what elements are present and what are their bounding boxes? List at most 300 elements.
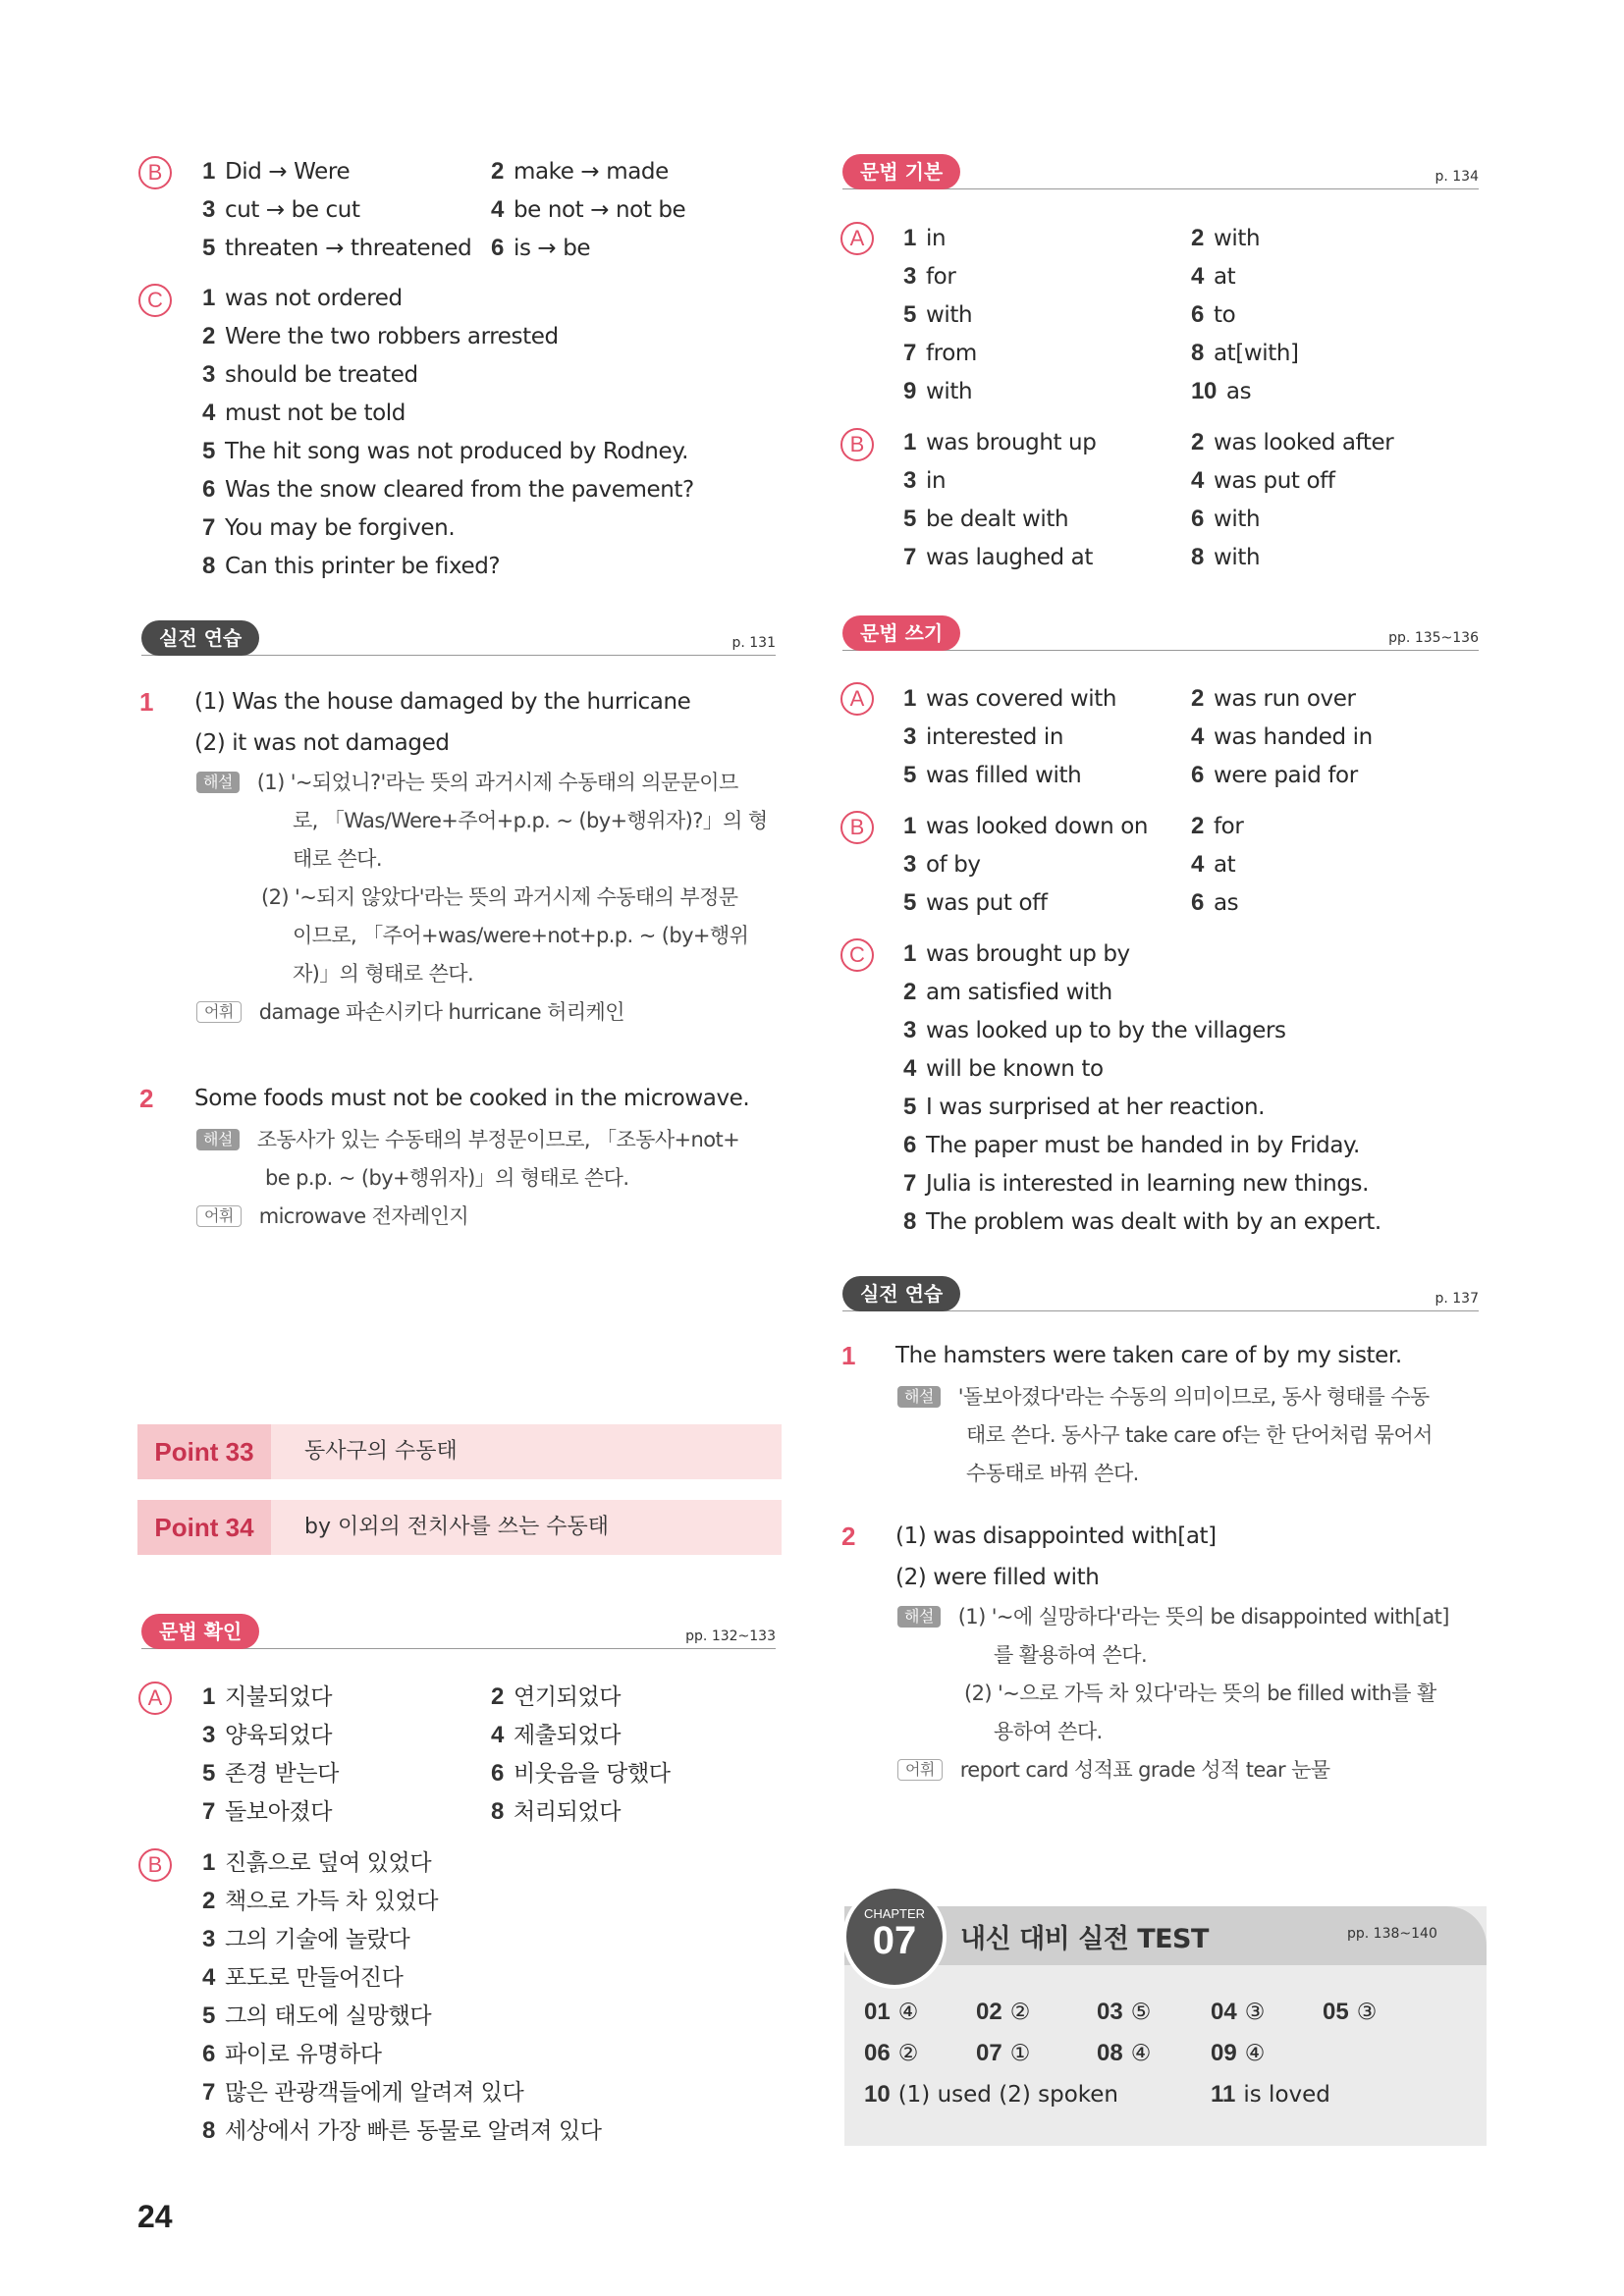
question-number: 2 — [139, 1084, 154, 1113]
item-text: to — [1213, 302, 1236, 328]
question-number: 2 — [841, 1522, 856, 1551]
answer-item — [903, 888, 1048, 918]
page-ref: p. 131 — [731, 635, 776, 651]
item-text: be dealt with — [925, 507, 1069, 532]
item-text: was looked up to by the villagers — [925, 1018, 1286, 1043]
item-number: 1 — [202, 1683, 215, 1710]
section-header-writing — [842, 615, 1479, 651]
explanation-badge: 해설 — [196, 1129, 240, 1150]
marker-b: B — [840, 428, 874, 461]
answer-number: 02 — [976, 1999, 1002, 2025]
answer-item — [1191, 684, 1356, 714]
item-number: 3 — [903, 263, 916, 290]
item-number: 5 — [903, 506, 916, 532]
item-text: am satisfied with — [925, 980, 1112, 1005]
answer-number: 11 — [1211, 2081, 1236, 2108]
item-text: was laughed at — [925, 545, 1093, 570]
item-text: of by — [925, 852, 981, 878]
test-answer — [864, 2040, 918, 2067]
item-text: with — [1213, 226, 1261, 251]
answer-item — [202, 552, 500, 581]
item-text: cut → be cut — [224, 197, 360, 223]
test-answer — [1211, 1999, 1265, 2026]
answer-item — [202, 1887, 438, 1916]
item-number: 5 — [903, 301, 916, 328]
answer-value: ④ — [1244, 2041, 1266, 2066]
section-tag: 문법 기본 — [842, 154, 960, 189]
item-text: in — [925, 226, 947, 251]
answer-item — [202, 1797, 332, 1827]
answer-item — [903, 1207, 1381, 1237]
item-text: was put off — [925, 890, 1048, 916]
item-text: with — [1213, 507, 1261, 532]
item-text: was put off — [1213, 468, 1335, 494]
answer-line: (2) were filled with — [895, 1565, 1100, 1590]
marker-a: A — [840, 222, 874, 255]
answer-item — [491, 195, 685, 225]
item-text: 양육되었다 — [224, 1723, 333, 1748]
item-text: Was the snow cleared from the pavement? — [224, 477, 694, 503]
item-text: You may be forgiven. — [224, 515, 456, 541]
item-number: 2 — [1191, 429, 1204, 455]
section-tag: 문법 확인 — [141, 1614, 259, 1649]
item-number: 1 — [202, 158, 215, 185]
answer-number: 06 — [864, 2040, 891, 2066]
answer-number: 08 — [1097, 2040, 1123, 2066]
item-text: with — [1213, 545, 1261, 570]
chapter-label: CHAPTER — [863, 1906, 926, 1921]
answer-number: 09 — [1211, 2040, 1237, 2066]
answer-value: (1) used (2) spoken — [897, 2082, 1118, 2108]
marker-b: B — [138, 156, 172, 189]
answer-item — [202, 1848, 431, 1878]
answer-value: ② — [1009, 2000, 1031, 2025]
answer-item — [903, 262, 955, 292]
item-text: as — [1225, 379, 1252, 404]
marker-b: B — [840, 811, 874, 844]
explanation-text: 조동사가 있는 수동태의 부정문이므로, 「조동사+not+ — [256, 1128, 740, 1151]
item-text: 제출되었다 — [513, 1723, 622, 1748]
answer-item — [1191, 300, 1235, 330]
chapter-badge — [842, 1885, 947, 1989]
explanation-text: (1) '~되었니?'라는 뜻의 과거시제 수동태의 의문문이므 — [256, 771, 738, 794]
answer-item — [202, 1925, 409, 1954]
answer-item — [202, 360, 418, 390]
item-number: 6 — [202, 2041, 215, 2067]
item-number: 2 — [1191, 225, 1204, 251]
answer-value: ③ — [1356, 2000, 1378, 2025]
item-text: in — [925, 468, 947, 494]
item-number: 4 — [1191, 851, 1204, 878]
answer-item — [903, 543, 1093, 572]
answer-item — [491, 1759, 671, 1789]
answer-item — [903, 1016, 1286, 1045]
answer-item — [903, 224, 946, 253]
answer-item — [1191, 888, 1238, 918]
explanation: 태로 쓴다. 동사구 take care of는 한 단어처럼 묶어서 — [966, 1423, 1433, 1447]
item-number: 5 — [903, 889, 916, 916]
answer-item — [1191, 466, 1335, 496]
explanation — [196, 1121, 739, 1159]
item-text: be not → not be — [513, 197, 686, 223]
test-answer — [864, 2081, 1118, 2109]
item-number: 6 — [1191, 301, 1204, 328]
item-text: should be treated — [224, 362, 418, 388]
item-text: for — [925, 264, 956, 290]
explanation-badge: 해설 — [196, 772, 240, 793]
item-number: 7 — [903, 340, 916, 366]
item-text: was covered with — [925, 686, 1117, 712]
answer-value: ① — [1009, 2041, 1031, 2066]
item-number: 3 — [202, 1722, 215, 1748]
question-number: 1 — [841, 1341, 856, 1370]
item-number: 8 — [491, 1798, 504, 1825]
item-number: 7 — [202, 514, 215, 541]
item-text: was handed in — [1213, 724, 1373, 750]
item-number: 2 — [491, 158, 504, 185]
answer-item — [202, 2040, 382, 2069]
item-text: is → be — [513, 236, 591, 261]
item-number: 7 — [202, 2079, 215, 2106]
vocab-text: report card 성적표 grade 성적 tear 눈물 — [959, 1758, 1330, 1782]
explanation: 이므로, 「주어+was/were+not+p.p. ~ (by+행위 — [293, 924, 749, 947]
item-number: 7 — [202, 1798, 215, 1825]
answer-item — [903, 978, 1112, 1007]
item-number: 5 — [903, 1094, 916, 1120]
item-text: from — [925, 341, 977, 366]
item-number: 4 — [202, 400, 215, 426]
item-text: Can this printer be fixed? — [224, 554, 501, 579]
test-answer — [864, 1999, 918, 2026]
answer-item — [1191, 505, 1260, 534]
answer-number: 10 — [864, 2081, 891, 2108]
answer-item — [202, 437, 688, 466]
item-number: 7 — [903, 544, 916, 570]
question-number: 1 — [139, 687, 154, 717]
item-text: at — [1213, 852, 1236, 878]
item-number: 8 — [202, 553, 215, 579]
item-text: must not be told — [224, 400, 406, 426]
test-answer — [1323, 1999, 1377, 2026]
item-text: for — [1213, 814, 1244, 839]
answer-item — [1191, 812, 1243, 841]
answer-item — [202, 1682, 332, 1712]
page-ref: p. 134 — [1435, 169, 1479, 185]
item-number: 1 — [202, 1849, 215, 1876]
explanation — [897, 1378, 1430, 1416]
item-text: was run over — [1213, 686, 1356, 712]
point-label: Point 33 — [137, 1424, 271, 1479]
answer-item — [1191, 722, 1373, 752]
answer-item — [202, 2002, 431, 2031]
item-text: threaten → threatened — [224, 236, 472, 261]
page-number: 24 — [137, 2199, 173, 2234]
vocab — [196, 1198, 468, 1236]
item-number: 7 — [903, 1170, 916, 1197]
answer-item — [1191, 428, 1393, 457]
explanation — [897, 1598, 1449, 1636]
item-text: was filled with — [925, 763, 1082, 788]
answer-line: Some foods must not be cooked in the microwave. — [194, 1086, 750, 1111]
section-tag: 실전 연습 — [141, 620, 259, 656]
item-number: 6 — [1191, 762, 1204, 788]
answer-number: 04 — [1211, 1999, 1237, 2025]
item-number: 4 — [1191, 263, 1204, 290]
answer-item — [491, 1721, 621, 1750]
explanation — [196, 764, 785, 802]
answer-item — [903, 684, 1116, 714]
answer-item — [903, 377, 972, 406]
answer-item — [903, 812, 1148, 841]
item-text: 파이로 유명하다 — [224, 2042, 382, 2067]
marker-a: A — [840, 682, 874, 716]
vocab-badge: 어휘 — [196, 1205, 242, 1227]
answer-item — [1191, 761, 1358, 790]
item-text: were paid for — [1213, 763, 1358, 788]
point-title: by 이외의 전치사를 쓰는 수동태 — [304, 1515, 609, 1539]
test-answer — [1211, 2040, 1265, 2067]
explanation: 태로 쓴다. — [293, 847, 382, 871]
answer-item — [903, 761, 1081, 790]
item-text: 연기되었다 — [513, 1684, 622, 1710]
item-number: 2 — [1191, 685, 1204, 712]
section-header-practice — [141, 620, 776, 656]
item-number: 10 — [1191, 378, 1217, 404]
answer-item — [1191, 377, 1251, 406]
test-answer — [1097, 1999, 1151, 2026]
marker-c: C — [138, 284, 172, 317]
explanation: 를 활용하여 쓴다. — [994, 1643, 1148, 1667]
item-number: 4 — [1191, 467, 1204, 494]
answer-value: ③ — [1244, 2000, 1266, 2025]
explanation-badge: 해설 — [897, 1606, 941, 1628]
answer-number: 03 — [1097, 1999, 1123, 2025]
item-text: 지불되었다 — [224, 1684, 333, 1710]
item-number: 5 — [202, 438, 215, 464]
item-number: 8 — [1191, 340, 1204, 366]
item-text: make → made — [513, 159, 669, 185]
item-number: 5 — [202, 2002, 215, 2029]
item-number: 6 — [491, 1760, 504, 1787]
item-text: 진흙으로 덮여 있었다 — [224, 1850, 432, 1876]
explanation-badge: 해설 — [897, 1386, 941, 1408]
item-number: 2 — [202, 1888, 215, 1914]
item-number: 4 — [903, 1055, 916, 1082]
answer-value: ④ — [1130, 2041, 1152, 2066]
test-title: 내신 대비 실전 TEST — [960, 1924, 1209, 1954]
item-text: 그의 태도에 실망했다 — [224, 2003, 432, 2029]
test-answer — [1097, 2040, 1151, 2067]
explanation: 자)」의 형태로 쓴다. — [293, 962, 474, 986]
item-number: 6 — [1191, 889, 1204, 916]
answer-item — [202, 157, 350, 187]
item-number: 4 — [1191, 723, 1204, 750]
explanation: be p.p. ~ (by+행위자)」의 형태로 쓴다. — [265, 1166, 629, 1190]
item-text: as — [1213, 890, 1239, 916]
item-number: 3 — [202, 1926, 215, 1952]
item-number: 3 — [903, 1017, 916, 1043]
answer-item — [903, 939, 1130, 969]
item-number: 1 — [903, 685, 916, 712]
answer-value: ④ — [897, 2000, 919, 2025]
answer-value: ⑤ — [1130, 2000, 1152, 2025]
explanation-text: (1) '~에 실망하다'라는 뜻의 be disappointed with[at] — [957, 1605, 1449, 1629]
answer-number: 07 — [976, 2040, 1002, 2066]
item-number: 3 — [903, 467, 916, 494]
explanation: 로, 「Was/Were+주어+p.p. ~ (by+행위자)?」의 형 — [293, 809, 768, 832]
marker-b: B — [138, 1848, 172, 1882]
answer-item — [202, 284, 403, 313]
answer-item — [903, 505, 1068, 534]
answer-line: The hamsters were taken care of by my sister. — [895, 1343, 1402, 1368]
answer-item — [202, 1963, 403, 1993]
vocab — [897, 1751, 1329, 1789]
answer-item — [1191, 262, 1235, 292]
vocab-badge: 어휘 — [196, 1001, 242, 1023]
explanation: 용하여 쓴다. — [994, 1720, 1103, 1743]
answer-item — [202, 2078, 523, 2108]
answer-item — [1191, 543, 1260, 572]
item-number: 6 — [903, 1132, 916, 1158]
answer-item — [202, 1721, 332, 1750]
answer-value: is loved — [1243, 2082, 1330, 2108]
answer-item — [903, 722, 1063, 752]
item-text: The problem was dealt with by an expert. — [925, 1209, 1381, 1235]
answer-item — [903, 850, 981, 880]
answer-item — [202, 322, 559, 351]
item-number: 1 — [903, 225, 916, 251]
answer-item — [491, 234, 590, 263]
item-number: 3 — [903, 723, 916, 750]
answer-item — [903, 428, 1096, 457]
item-text: was looked down on — [925, 814, 1149, 839]
item-text: interested in — [925, 724, 1064, 750]
item-text: 돌보아졌다 — [224, 1799, 333, 1825]
answer-value: ② — [897, 2041, 919, 2066]
answer-item — [491, 1682, 621, 1712]
item-text: Julia is interested in learning new things. — [925, 1171, 1370, 1197]
item-number: 6 — [491, 235, 504, 261]
answer-item — [903, 466, 946, 496]
answer-item — [903, 1093, 1265, 1122]
item-number: 5 — [202, 235, 215, 261]
answer-item — [491, 1797, 621, 1827]
point-34-bar — [137, 1500, 782, 1555]
test-page-ref: pp. 138~140 — [1347, 1926, 1437, 1942]
answer-number: 01 — [864, 1999, 891, 2025]
answer-item — [202, 195, 360, 225]
item-text: Did → Were — [224, 159, 351, 185]
item-number: 1 — [903, 813, 916, 839]
item-number: 3 — [202, 361, 215, 388]
item-number: 2 — [491, 1683, 504, 1710]
item-text: 책으로 가득 차 있었다 — [224, 1889, 439, 1914]
item-text: 처리되었다 — [513, 1799, 622, 1825]
point-33-bar — [137, 1424, 782, 1479]
answer-item — [1191, 850, 1235, 880]
answer-item — [903, 300, 972, 330]
item-number: 6 — [202, 476, 215, 503]
item-number: 1 — [903, 940, 916, 967]
answer-line: (2) it was not damaged — [194, 730, 450, 756]
item-text: was looked after — [1213, 430, 1394, 455]
item-text: at[with] — [1213, 341, 1299, 366]
item-number: 5 — [202, 1760, 215, 1787]
item-number: 8 — [202, 2117, 215, 2144]
answer-item — [202, 234, 471, 263]
answer-item — [202, 2116, 602, 2146]
vocab-badge: 어휘 — [897, 1759, 943, 1781]
vocab-text: microwave 전자레인지 — [258, 1204, 469, 1228]
item-text: with — [925, 379, 973, 404]
explanation-text: '돌보아졌다'라는 수동의 의미이므로, 동사 형태를 수동 — [957, 1385, 1430, 1409]
item-number: 1 — [202, 285, 215, 311]
item-number: 8 — [903, 1208, 916, 1235]
answer-item — [903, 1169, 1369, 1199]
answer-number: 05 — [1323, 1999, 1349, 2025]
section-header-check — [141, 1614, 776, 1649]
section-header-practice-right — [842, 1276, 1479, 1311]
item-text: Were the two robbers arrested — [224, 324, 559, 349]
item-number: 2 — [903, 979, 916, 1005]
answer-item — [202, 399, 406, 428]
answer-item — [202, 475, 694, 505]
item-text: 포도로 만들어진다 — [224, 1965, 404, 1991]
item-text: 존경 받는다 — [224, 1761, 339, 1787]
item-number: 2 — [1191, 813, 1204, 839]
item-text: will be known to — [925, 1056, 1104, 1082]
point-label: Point 34 — [137, 1500, 271, 1555]
item-text: 비웃음을 당했다 — [513, 1761, 671, 1787]
item-text: was brought up by — [925, 941, 1130, 967]
page-ref: pp. 132~133 — [685, 1629, 776, 1644]
item-text: was not ordered — [224, 286, 403, 311]
item-number: 8 — [1191, 544, 1204, 570]
explanation: (2) '~으로 가득 차 있다'라는 뜻의 be filled with를 활 — [964, 1682, 1436, 1705]
answer-item — [202, 513, 455, 543]
explanation: 수동태로 바꿔 쓴다. — [966, 1462, 1139, 1485]
item-number: 4 — [491, 196, 504, 223]
item-text: was brought up — [925, 430, 1097, 455]
vocab — [196, 993, 624, 1032]
item-number: 1 — [903, 429, 916, 455]
item-number: 3 — [202, 196, 215, 223]
answer-item — [491, 157, 669, 187]
test-answer — [976, 1999, 1030, 2026]
section-header-basic — [842, 154, 1479, 189]
answer-line: (1) was disappointed with[at] — [895, 1523, 1217, 1549]
item-text: The hit song was not produced by Rodney. — [224, 439, 689, 464]
item-number: 5 — [903, 762, 916, 788]
answer-item — [903, 1054, 1104, 1084]
item-text: I was surprised at her reaction. — [925, 1095, 1266, 1120]
item-number: 4 — [202, 1964, 215, 1991]
chapter-number: 07 — [872, 1919, 917, 1962]
point-title: 동사구의 수동태 — [304, 1439, 458, 1464]
item-text: 세상에서 가장 빠른 동물로 알려져 있다 — [224, 2118, 602, 2144]
test-answer — [976, 2040, 1030, 2067]
test-answer — [1211, 2081, 1330, 2109]
item-number: 4 — [491, 1722, 504, 1748]
answer-item — [903, 1131, 1360, 1160]
item-number: 6 — [1191, 506, 1204, 532]
answer-line: (1) Was the house damaged by the hurricane — [194, 689, 691, 715]
explanation: (2) '~되지 않았다'라는 뜻의 과거시제 수동태의 부정문 — [261, 885, 738, 909]
item-text: at — [1213, 264, 1236, 290]
marker-a: A — [138, 1682, 172, 1715]
item-text: The paper must be handed in by Friday. — [925, 1133, 1360, 1158]
answer-item — [1191, 224, 1260, 253]
